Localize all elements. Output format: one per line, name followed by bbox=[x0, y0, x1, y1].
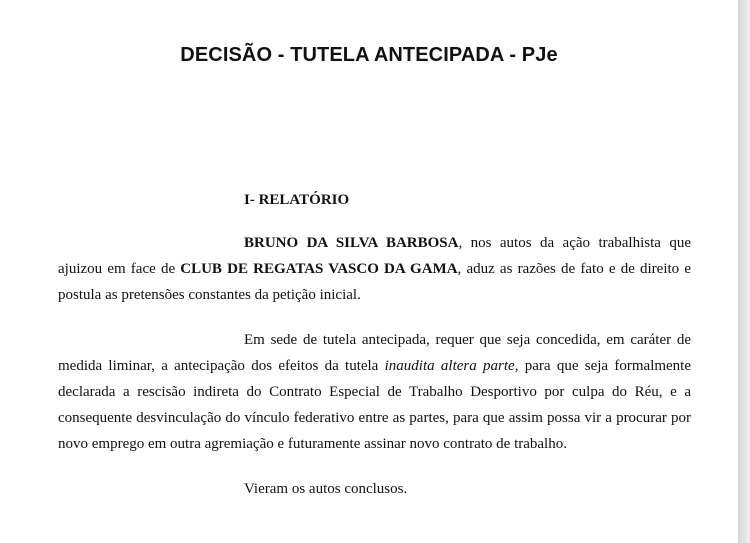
defendant-name: CLUB DE REGATAS VASCO DA GAMA bbox=[180, 261, 458, 277]
paragraph-request-text-b: , para que seja formalmente declarada a rescisão indireta do Contrato Especial de Trabalho Desportivo por culpa do Réu, e a consequente desvinculação do vínculo federativo entre as partes, para que assim possa vir a procurar por novo emprego em outra agremiação e futuramente assinar novo contrato de trabalho. bbox=[58, 358, 692, 452]
paragraph-report-text-b: , aduz as razões de fato e de direito e postula as pretensões constantes da petição inicial. bbox=[58, 261, 691, 303]
section-heading: I- RELATÓRIO bbox=[244, 192, 350, 208]
paragraph-request-text-a: Em sede de tutela antecipada, requer que seja concedida, em caráter de medida liminar, a antecipação dos efeitos da tutela bbox=[58, 332, 691, 374]
paragraph-report bbox=[58, 230, 691, 308]
latin-term: inaudita altera parte bbox=[384, 358, 515, 374]
paragraph-conclusion: Vieram os autos conclusos. bbox=[244, 481, 408, 497]
paragraph-request bbox=[58, 327, 691, 457]
paragraph-report-text-a: , nos autos da ação trabalhista que ajuizou em face de bbox=[58, 235, 691, 277]
plaintiff-name: BRUNO DA SILVA BARBOSA bbox=[244, 235, 459, 251]
page-edge bbox=[738, 0, 750, 543]
document-title: DECISÃO - TUTELA ANTECIPADA - PJe bbox=[180, 44, 558, 66]
